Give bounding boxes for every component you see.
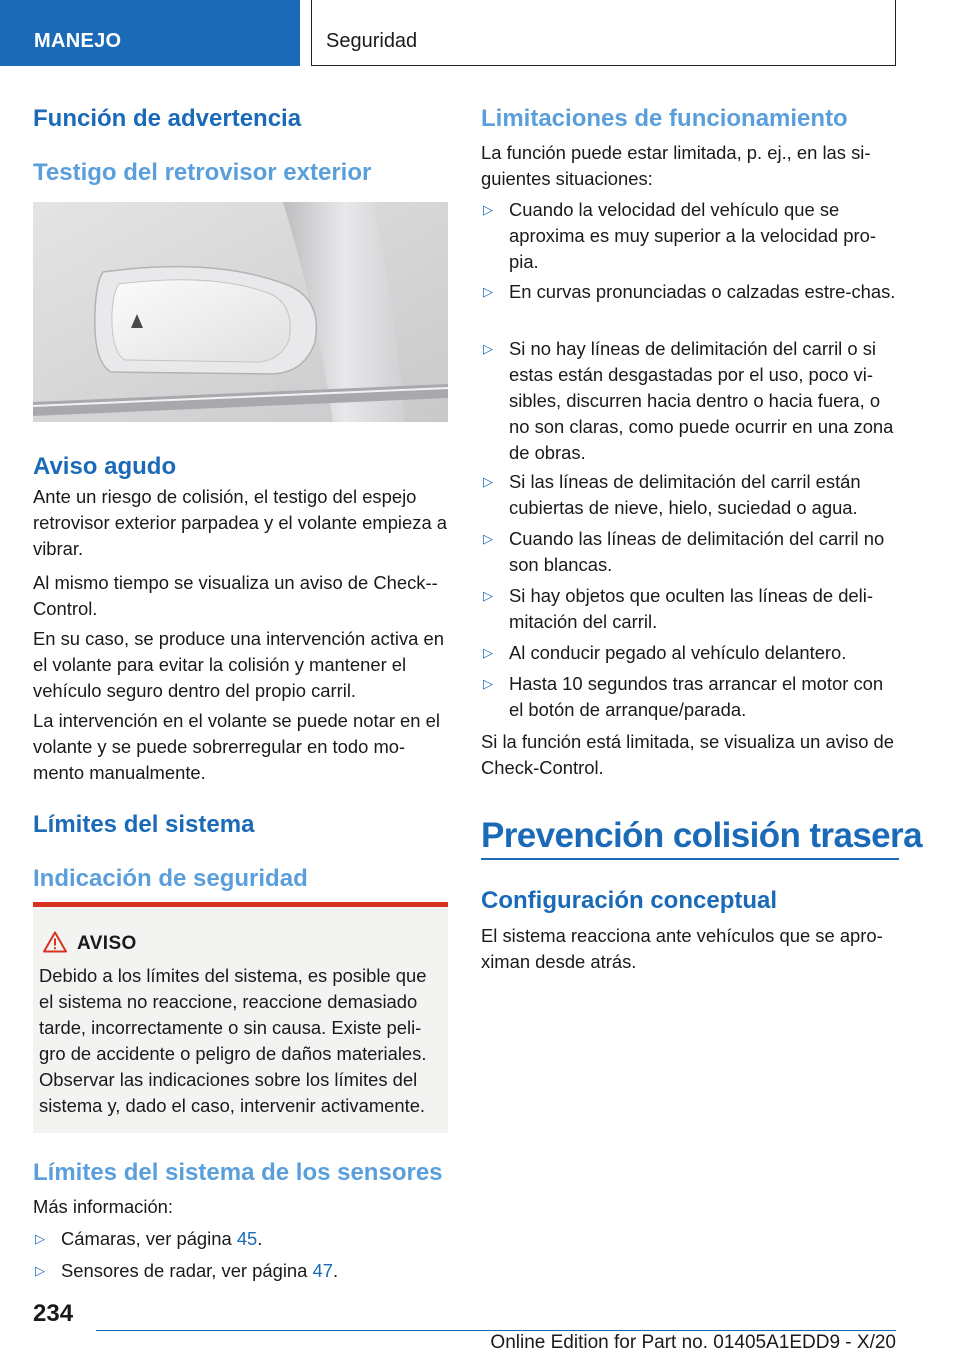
- triangle-right-icon: ▷: [35, 1231, 45, 1246]
- triangle-right-icon: ▷: [483, 202, 493, 217]
- paragraph-aviso-4: La intervención en el volante se puede notar en el volante y se puede sobrerregular en todo mo-mento manualmente.: [33, 710, 440, 783]
- list-item: [481, 197, 899, 275]
- reference-end: .: [332, 1260, 339, 1281]
- list-item: [481, 640, 899, 666]
- mirror-illustration: [33, 202, 448, 422]
- triangle-right-icon: ▷: [483, 474, 493, 489]
- triangle-right-icon: ▷: [483, 676, 493, 691]
- heading-indicacion-seguridad: Indicación de seguridad: [33, 865, 308, 892]
- heading-testigo-retrovisor: Testigo del retrovisor exterior: [33, 159, 372, 186]
- list-item-text: Si las líneas de delimitación del carril están cubiertas de nieve, hielo, suciedad o agua.: [509, 471, 861, 518]
- paragraph-mas-informacion: Más información:: [33, 1196, 174, 1217]
- heading-limites-sensores: Límites del sistema de los sensores: [33, 1159, 443, 1186]
- reference-item: [33, 1226, 448, 1252]
- heading-configuracion-conceptual: Configuración conceptual: [481, 887, 778, 914]
- list-item: [481, 583, 899, 635]
- heading-limitaciones-funcionamiento: Limitaciones de funcionamiento: [481, 105, 848, 132]
- reference-end: .: [257, 1228, 263, 1249]
- heading-funcion-advertencia: Función de advertencia: [33, 105, 302, 132]
- heading-aviso-agudo: Aviso agudo: [33, 453, 177, 480]
- list-item-text: Hasta 10 segundos tras arrancar el motor con el botón de arranque/parada.: [509, 673, 884, 720]
- paragraph-limitaciones-outro: Si la función está limitada, se visualiza un aviso de Check-Control.: [481, 731, 894, 778]
- list-item-text: Cuando la velocidad del vehículo que se aproxima es muy superior a la velocidad pro-pia.: [509, 199, 876, 272]
- page-link-47[interactable]: 47: [312, 1260, 333, 1281]
- triangle-right-icon: ▷: [35, 1263, 45, 1278]
- heading-limites-sistema: Límites del sistema: [33, 811, 255, 838]
- reference-text: Cámaras, ver página: [61, 1228, 237, 1249]
- heading-prevencion-colision: Prevención colisión trasera: [481, 816, 922, 855]
- paragraph-configuracion: El sistema reacciona ante vehículos que se apro-ximan desde atrás.: [481, 925, 883, 972]
- section-label: MANEJO: [34, 30, 122, 52]
- warning-text: Debido a los límites del sistema, es posible que el sistema no reaccione, reaccione demasiado tarde, incorrectamente o sin causa. Existe peli-gro de accidente o peligro de daños materiales. Observar las indicaciones sobre los límites del sistema y, dado el caso, intervenir activamente.: [39, 965, 427, 1116]
- list-item: [481, 336, 899, 466]
- list-item: [481, 469, 899, 521]
- list-item-text: Si hay objetos que oculten las líneas de deli-mitación del carril.: [509, 585, 873, 632]
- list-item: [481, 671, 899, 723]
- list-item: [481, 279, 899, 305]
- reference-item: [33, 1258, 448, 1284]
- triangle-right-icon: ▷: [483, 341, 493, 356]
- heading-rule: [481, 858, 899, 860]
- footer-rule: [96, 1330, 896, 1331]
- paragraph-aviso-3: En su caso, se produce una intervención activa en el volante para evitar la colisión y mantener el vehículo seguro dentro del propio carril.: [33, 628, 444, 701]
- list-item-text: Al conducir pegado al vehículo delantero.: [509, 642, 847, 663]
- chapter-title: Seguridad: [326, 30, 418, 52]
- triangle-right-icon: ▷: [483, 645, 493, 660]
- page-number: 234: [33, 1300, 74, 1327]
- list-item-text: Cuando las líneas de delimitación del carril no son blancas.: [509, 528, 885, 575]
- warning-triangle-icon: [43, 931, 67, 953]
- paragraph-limitaciones-intro: La función puede estar limitada, p. ej., en las si-guientes situaciones:: [481, 142, 871, 189]
- warning-box: [33, 902, 448, 1133]
- list-item: [481, 526, 899, 578]
- section-tab: [0, 0, 300, 66]
- page-link-45[interactable]: 45: [236, 1228, 258, 1249]
- list-item-text: Si no hay líneas de delimitación del carril o si estas están desgastadas por el uso, poco vi-sibles, discurren hacia dentro o hacia fuera, o no son claras, como puede ocurrir en una zona de obras.: [509, 338, 894, 463]
- triangle-right-icon: ▷: [483, 284, 493, 299]
- chapter-header: [311, 0, 896, 66]
- paragraph-aviso-2: Al mismo tiempo se visualiza un aviso de Check--Control.: [33, 572, 438, 619]
- triangle-right-icon: ▷: [483, 531, 493, 546]
- footer-edition: Online Edition for Part no. 01405A1EDD9 - X/20: [490, 1332, 896, 1353]
- paragraph-aviso-1: Ante un riesgo de colisión, el testigo del espejo retrovisor exterior parpadea y el volante empieza a vibrar.: [33, 486, 448, 559]
- warning-title: AVISO: [77, 933, 137, 954]
- reference-text: Sensores de radar, ver página: [61, 1260, 313, 1281]
- triangle-right-icon: ▷: [483, 588, 493, 603]
- list-item-text: En curvas pronunciadas o calzadas estre-chas.: [509, 281, 896, 302]
